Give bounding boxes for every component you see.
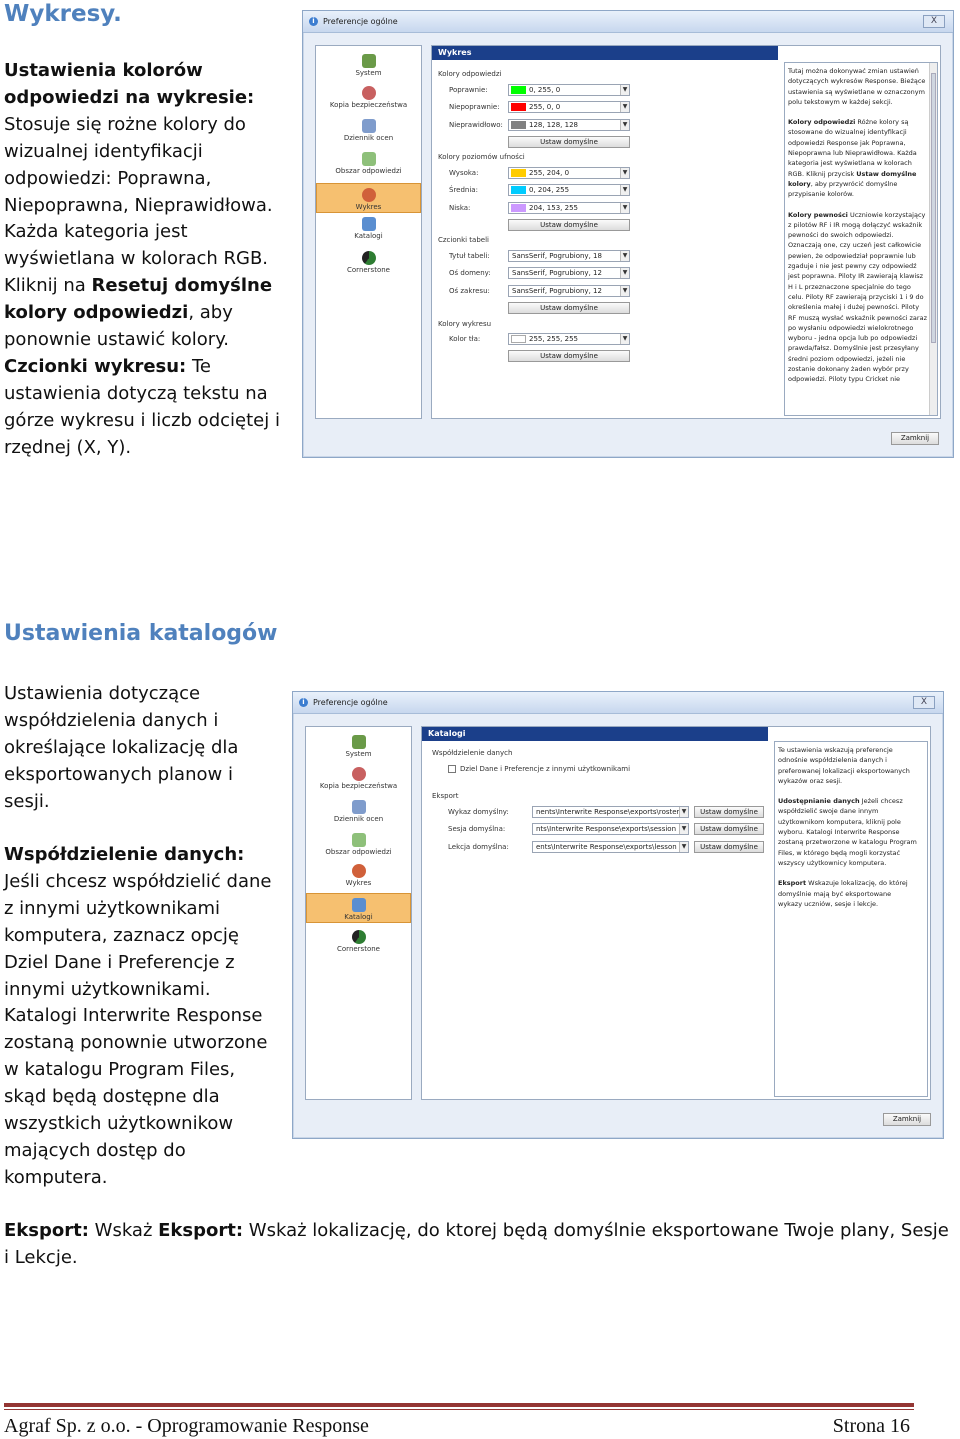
sidebar-item-gradebook[interactable]: Dziennik ocen [316, 119, 421, 143]
bold-export-label: Eksport: [4, 1220, 89, 1241]
chevron-down-icon: ▼ [620, 85, 629, 95]
reset-session-path-button[interactable]: Ustaw domyślne [694, 823, 764, 835]
sidebar-item-response-area[interactable]: Obszar odpowiedzi [316, 152, 421, 176]
chart-icon [352, 864, 366, 878]
chevron-down-icon: ▼ [679, 824, 688, 834]
chevron-down-icon: ▼ [620, 102, 629, 112]
sidebar-item-cornerstone[interactable]: Cornerstone [306, 930, 411, 954]
section-export: Eksport [432, 792, 459, 800]
label-background: Kolor tła: [449, 335, 481, 343]
panel-title: Katalogi [422, 727, 768, 741]
label-correct: Poprawnie: [449, 86, 488, 94]
help-answer-colors: Kolory odpowiedzi Różne kolory są stosowane do wizualnej identyfikacji odpowiedzi Response jak Poprawna, Niepoprawna lub Nieprawidłowa. Każda kategoria jest wyświetlana w kolorach RGB. Kliknij przycisk Ustaw domyślne kolory, aby przywrócić domyślne przypisanie kolorów. [788, 118, 917, 199]
footer-company: Agraf Sp. z o.o. - Oprogramowanie Response [4, 1415, 369, 1437]
chevron-down-icon: ▼ [620, 120, 629, 130]
invalid-color-select[interactable]: 128, 128, 128 ▼ [508, 119, 630, 131]
reset-fonts-button[interactable]: Ustaw domyślne [508, 302, 630, 314]
sidebar-item-cornerstone[interactable]: Cornerstone [316, 251, 421, 275]
label-title-font: Tytuł tabeli: [449, 252, 490, 260]
paragraph-catalog-intro: Ustawienia dotyczące współdzielenia danych i określające lokalizację dla eksportowanych planow i sesji. [4, 683, 239, 812]
heading-katalogi: Ustawienia katalogów [4, 621, 278, 646]
paragraph-chart-colors [4, 58, 289, 462]
correct-color-select[interactable]: 0, 255, 0 ▼ [508, 84, 630, 96]
help-intro: Tutaj można dokonywać zmian ustawień dotyczących wykresów Response. Bieżące ustawienia są wyświetlane w oznaczonym polu tekstowym w każdej sekcji. [788, 67, 926, 106]
share-data-label: Dziel Dane i Preferencje z innymi użytkownikami [460, 765, 631, 773]
help-confidence: Kolory pewności Uczniowie korzystający z pilotów RF i IR mogą dołączyć wskaźnik pewności do swoich odpowiedzi. Oznaczają one, czy uczeń jest całkowicie pewien, że odpowiedział poprawnie lub zgaduje i nie jest pewny czy odpowiedź jest poprawna. Piloty IR zawierają klawisz H i L przeznaczone specjalnie do tego celu. Piloty RF zawierają przyciski 1 i 9 do określenia małej i dużej pewności. Piloty RF muszą wysłać wskaźnik pewności zaraz po wysłaniu odpowiedzi wielokrotnego wyboru - jedna opcja lub po odpowiedzi prawda/fałsz. Domyślnie jest przesyłany średni poziom odpowiedzi, jeżeli nie zostanie dokonany żaden wybór przy odpowiedzi. Piloty typu Cricket nie [788, 210, 927, 384]
paragraph-data-sharing [4, 842, 279, 1192]
chevron-down-icon: ▼ [620, 251, 629, 261]
footer-page-number: Strona 16 [832, 1415, 910, 1437]
text-colors-desc: Stosuje się rożne kolory do wizualnej identyfikacji odpowiedzi: Poprawna, Niepoprawna, Nieprawidłowa. Każda kategoria jest wyświetlana w kolorach RGB. Kliknij na [4, 113, 273, 297]
color-swatch [511, 103, 526, 111]
background-color-select[interactable]: 255, 255, 255 ▼ [508, 333, 630, 345]
reset-roster-path-button[interactable]: Ustaw domyślne [694, 806, 764, 818]
footer-rule-thin [4, 1409, 914, 1410]
title-bar [293, 692, 943, 714]
gradebook-icon [352, 800, 366, 814]
color-swatch [511, 169, 526, 177]
chevron-down-icon: ▼ [620, 203, 629, 213]
cornerstone-icon [362, 251, 376, 265]
share-data-checkbox[interactable] [448, 765, 456, 773]
response-area-icon [362, 152, 376, 166]
lesson-path-select[interactable]: ents\Interwrite Response\exports\lesson ▼ [532, 841, 689, 853]
sidebar-item-backup[interactable]: Kopia bezpieczeństwa [316, 86, 421, 110]
scrollbar-thumb[interactable] [931, 73, 936, 343]
label-invalid: Nieprawidłowo: [449, 121, 503, 129]
roster-path-select[interactable]: nents\Interwrite Response\exports\roster ▼ [532, 806, 689, 818]
bold-fonts-label: Czcionki wykresu: [4, 355, 187, 377]
color-swatch [511, 186, 526, 194]
color-swatch [511, 121, 526, 129]
sidebar-item-system[interactable]: System [316, 54, 421, 78]
backup-icon [352, 767, 366, 781]
label-default-lesson: Lekcja domyślna: [448, 843, 509, 851]
reset-confidence-colors-button[interactable]: Ustaw domyślne [508, 219, 630, 231]
chevron-down-icon: ▼ [620, 185, 629, 195]
text-reset-desc: , aby ponownie ustawić kolory. [4, 302, 233, 351]
paragraph-export [4, 1218, 954, 1272]
text-export-a: Wskaż [88, 1220, 159, 1241]
info-icon: i [299, 698, 308, 707]
label-default-session: Sesja domyślna: [448, 825, 506, 833]
sidebar-item-system[interactable]: System [306, 735, 411, 759]
section-chart-fonts: Czcionki tabeli [438, 236, 489, 244]
sidebar-item-response-area[interactable]: Obszar odpowiedzi [306, 833, 411, 857]
chart-settings-panel [431, 45, 941, 419]
cornerstone-icon [352, 930, 366, 944]
help-intro: Te ustawienia wskazują preferencje odnośnie współdzielenia danych i preferowanej lokalizacji eksportowanych wykazów oraz sesji. [778, 746, 910, 785]
reset-lesson-path-button[interactable]: Ustaw domyślne [694, 841, 764, 853]
label-range-axis-font: Oś zakresu: [449, 287, 490, 295]
domain-axis-font-select[interactable]: SansSerif, Pogrubiony, 12 ▼ [508, 267, 630, 279]
help-text-box [784, 62, 938, 416]
category-sidebar [305, 726, 412, 1100]
response-area-icon [352, 833, 366, 847]
help-text-box [774, 741, 928, 1097]
chevron-down-icon: ▼ [620, 268, 629, 278]
panel-title: Wykres [432, 46, 778, 60]
text-sharing-desc: Jeśli chcesz współdzielić dane z innymi użytkownikami komputera, zaznacz opcję Dziel Dane i Preferencje z innymi użytkownikami. Katalogi Interwrite Response zostaną ponownie utworzone w katalogu Program Files, skąd będą dostępne dla wszystkich użytkownikow mających dostęp do komputera. [4, 870, 272, 1188]
chevron-down-icon: ▼ [620, 286, 629, 296]
text-fonts-desc: Te ustawienia dotyczą tekstu na górze wykresu i liczb odciętej i rzędnej (X, Y). [4, 355, 280, 458]
sidebar-item-chart[interactable]: Wykres [306, 864, 411, 888]
high-color-select[interactable]: 255, 204, 0 ▼ [508, 167, 630, 179]
window-close-button[interactable]: X [913, 696, 935, 709]
color-swatch [511, 204, 526, 212]
help-scrollbar[interactable] [929, 63, 937, 415]
folder-icon [352, 898, 366, 912]
range-axis-font-select[interactable]: SansSerif, Pogrubiony, 12 ▼ [508, 285, 630, 297]
label-domain-axis-font: Oś domeny: [449, 269, 491, 277]
chevron-down-icon: ▼ [620, 168, 629, 178]
catalog-settings-panel [421, 726, 931, 1100]
preferences-window-catalogs [292, 691, 944, 1139]
window-close-button[interactable]: X [923, 15, 945, 28]
reset-answer-colors-button[interactable]: Ustaw domyślne [508, 136, 630, 148]
gradebook-icon [362, 119, 376, 133]
section-confidence-colors: Kolory poziomów ufności [438, 153, 525, 161]
session-path-select[interactable]: nts\Interwrite Response\exports\session ▼ [532, 823, 689, 835]
incorrect-color-select[interactable]: 255, 0, 0 ▼ [508, 101, 630, 113]
title-font-select[interactable]: SansSerif, Pogrubiony, 18 ▼ [508, 250, 630, 262]
bold-sharing-label: Współdzielenie danych: [4, 844, 245, 865]
section-data-sharing: Współdzielenie danych [432, 749, 513, 757]
sidebar-item-chart[interactable]: Wykres [316, 183, 421, 213]
bold-colors-label: Ustawienia kolorów odpowiedzi na wykresie: [4, 60, 255, 108]
preferences-window-chart [302, 10, 954, 458]
label-incorrect: Niepoprawnie: [449, 103, 500, 111]
system-icon [362, 54, 376, 68]
help-data-sharing: Udostępnianie danych Jeżeli chcesz współdzielić swoje dane innym użytkownikom komputera, kliknij pole wyboru. Katalogi Interwrite Response zostaną przetworzone w katalogu Program Files, w którego będą mogli korzystać wszyscy użytkownicy komputera. [778, 797, 917, 867]
sidebar-item-backup[interactable]: Kopia bezpieczeństwa [306, 767, 411, 791]
label-high: Wysoka: [449, 169, 479, 177]
category-sidebar [315, 45, 422, 419]
window-title: Preferencje ogólne [313, 698, 388, 707]
sidebar-item-gradebook[interactable]: Dziennik ocen [306, 800, 411, 824]
label-medium: Średnia: [449, 186, 478, 194]
chevron-down-icon: ▼ [679, 807, 688, 817]
section-answer-colors: Kolory odpowiedzi [438, 70, 502, 78]
sidebar-item-catalogs[interactable]: Katalogi [306, 893, 411, 923]
color-swatch [511, 335, 526, 343]
low-color-select[interactable]: 204, 153, 255 ▼ [508, 202, 630, 214]
medium-color-select[interactable]: 0, 204, 255 ▼ [508, 184, 630, 196]
footer-rule [4, 1403, 914, 1407]
label-default-roster: Wykaz domyślny: [448, 808, 509, 816]
close-dialog-button[interactable]: Zamknij [891, 432, 939, 445]
text-export-desc: Wskaż lokalizację, do ktorej będą domyślnie eksportowane Twoje plany, Sesje i Lekcje. [4, 1220, 949, 1268]
bold-reset-label: Resetuj domyślne kolory odpowiedzi [4, 275, 273, 324]
folder-icon [362, 217, 376, 231]
window-title: Preferencje ogólne [323, 17, 398, 26]
heading-wykresy: Wykresy. [4, 1, 122, 27]
chevron-down-icon: ▼ [620, 334, 629, 344]
color-swatch [511, 86, 526, 94]
backup-icon [362, 86, 376, 100]
sidebar-item-catalogs[interactable]: Katalogi [316, 217, 421, 241]
bold-export-label-2: Eksport: [158, 1220, 244, 1241]
section-chart-background: Kolory wykresu [438, 320, 492, 328]
reset-background-button[interactable]: Ustaw domyślne [508, 350, 630, 362]
info-icon: i [309, 17, 318, 26]
close-dialog-button[interactable]: Zamknij [883, 1113, 931, 1126]
label-low: Niska: [449, 204, 471, 212]
chart-icon [362, 188, 376, 202]
help-export: Eksport Wskazuje lokalizację, do której domyślnie mają być eksportowane wykazy uczniów, sesje i lekcje. [778, 879, 908, 908]
title-bar [303, 11, 953, 33]
system-icon [352, 735, 366, 749]
chevron-down-icon: ▼ [679, 842, 688, 852]
